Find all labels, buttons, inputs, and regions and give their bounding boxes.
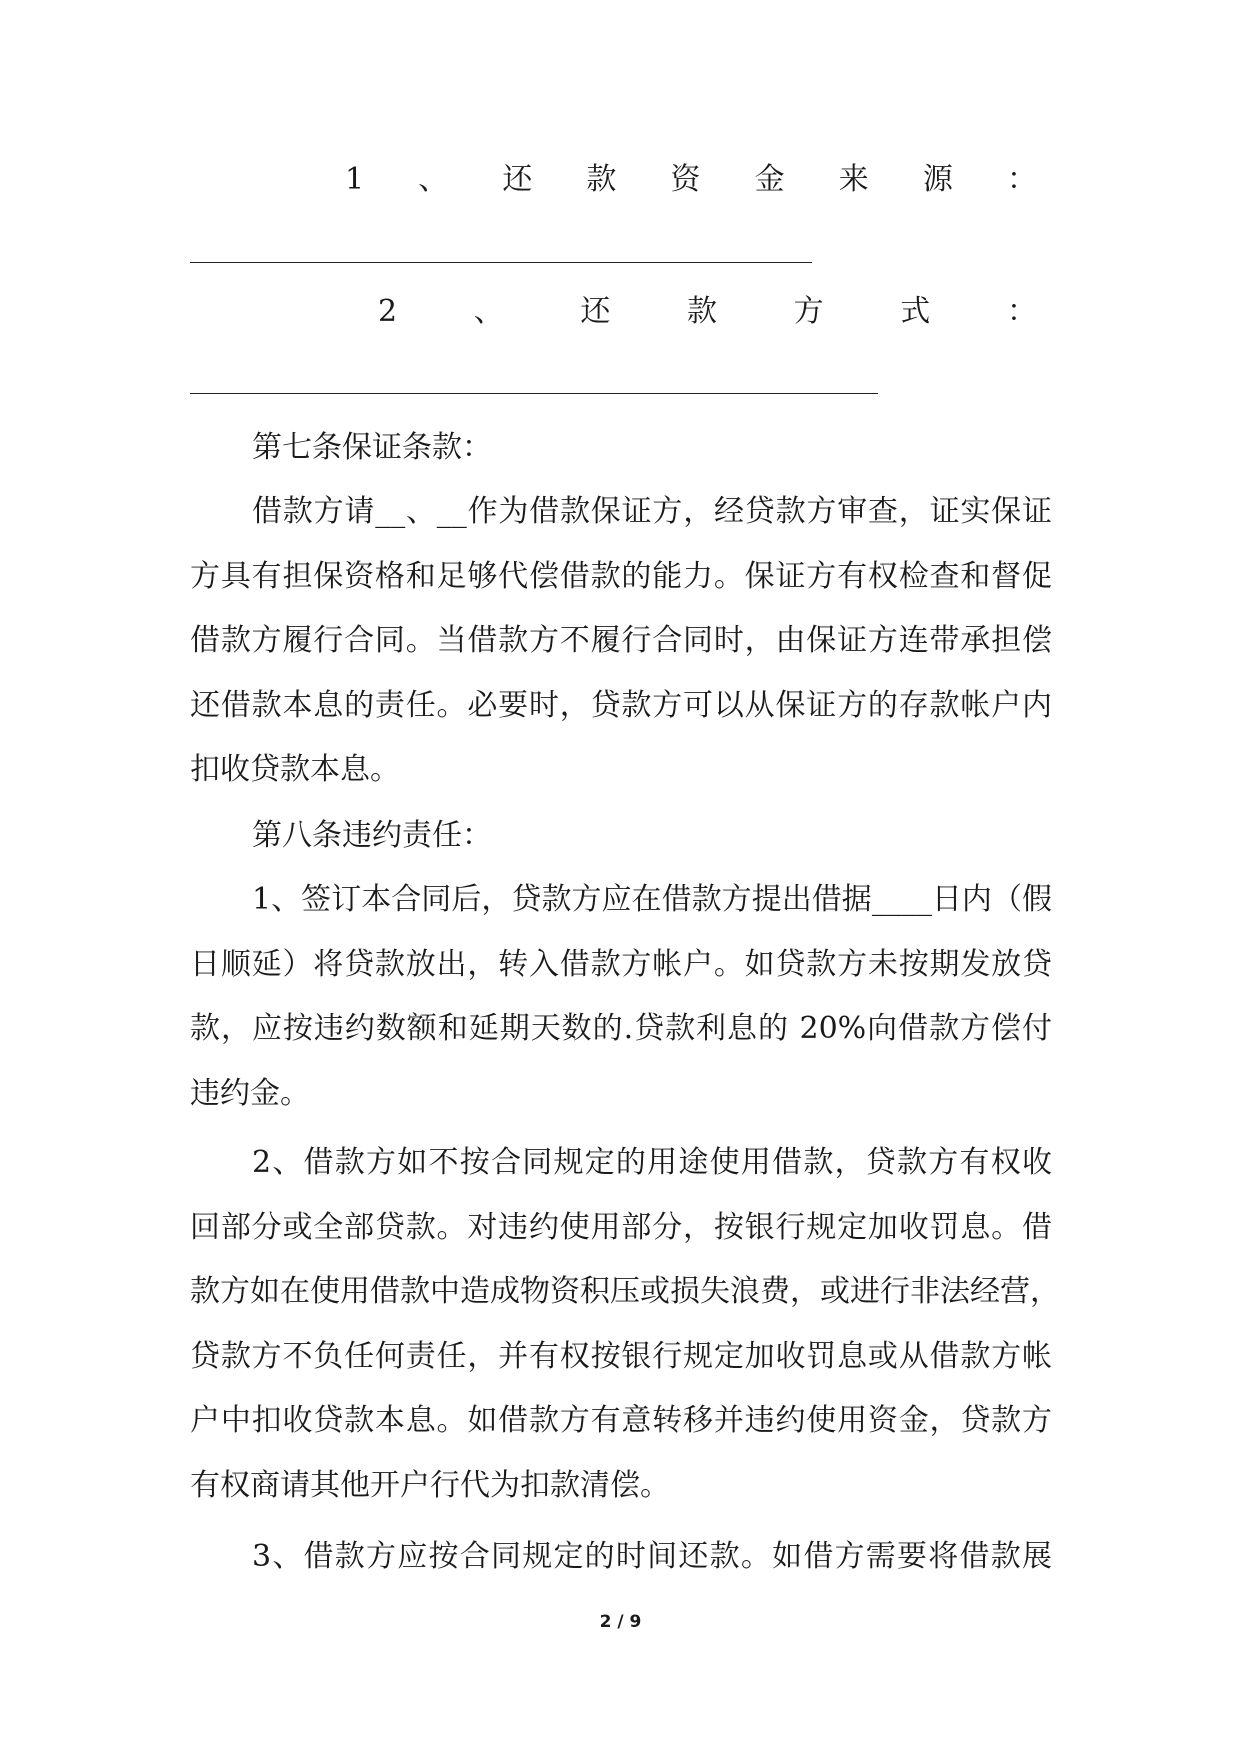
item1-char: ： xyxy=(1006,162,1037,197)
clause1-line: 日顺延）将贷款放出，转入借款方帐户。如贷款方未按期发放贷 xyxy=(190,946,1052,982)
clause2-line: 回部分或全部贷款。对违约使用部分，按银行规定加收罚息。借 xyxy=(190,1209,1052,1245)
item2-char: 2 xyxy=(378,294,398,329)
section8-clause3 xyxy=(190,1525,1052,1590)
item1-char: 1 xyxy=(345,162,365,197)
page-number: 2 / 9 xyxy=(599,1612,642,1632)
item2-char: 还 xyxy=(580,294,611,329)
section7-line: 借款方履行合同。当借款方不履行合同时，由保证方连带承担偿 xyxy=(190,623,1052,658)
section8-heading: 第八条违约责任： xyxy=(252,818,492,853)
section8-clause2 xyxy=(190,1131,1060,1518)
section8-clause1 xyxy=(190,868,1052,1126)
item1-char: 还 xyxy=(502,162,533,197)
repayment-method-blank xyxy=(190,393,878,394)
item2-char: 款 xyxy=(687,294,718,329)
section7-line: 方具有担保资格和足够代偿借款的能力。保证方有权检查和督促 xyxy=(190,558,1052,594)
repayment-method-line xyxy=(378,292,1037,332)
item2-char: 式 xyxy=(900,294,931,329)
item1-char: 、 xyxy=(418,162,449,197)
section7-line: 还借款本息的责任。必要时，贷款方可以从保证方的存款帐户内 xyxy=(190,687,1052,723)
clause2-line: 有权商请其他开户行代为扣款清偿。 xyxy=(190,1467,670,1503)
clause2-line: 贷款方不负任何责任，并有权按银行规定加收罚息或从借款方帐 xyxy=(190,1338,1052,1374)
item1-char: 金 xyxy=(754,162,785,197)
item1-char: 来 xyxy=(838,162,869,197)
item2-char: ： xyxy=(1006,294,1037,329)
clause2-line: 户中扣收贷款本息。如借款方有意转移并违约使用资金，贷款方 xyxy=(190,1403,1052,1438)
item1-char: 款 xyxy=(586,162,617,197)
item2-char: 、 xyxy=(473,294,504,329)
item2-char: 方 xyxy=(793,294,824,329)
section7-heading: 第七条保证条款： xyxy=(252,430,492,465)
clause3-line: 3、借款方应按合同规定的时间还款。如借方需要将借款展 xyxy=(252,1539,1052,1574)
clause2-line: 2、借款方如不按合同规定的用途使用借款，贷款方有权收 xyxy=(252,1145,1052,1180)
clause1-line: 违约金。 xyxy=(190,1075,310,1111)
repayment-source-line xyxy=(345,160,1037,200)
section7-body xyxy=(190,480,1052,803)
clause1-line: 款，应按违约数额和延期天数的.贷款利息的 20%向借款方偿付 xyxy=(190,1011,1052,1046)
section7-line: 扣收贷款本息。 xyxy=(190,752,400,787)
clause2-line: 款方如在使用借款中造成物资积压或损失浪费，或进行非法经营， xyxy=(190,1274,1060,1309)
item1-char: 资 xyxy=(670,162,701,197)
item1-char: 源 xyxy=(922,162,953,197)
section7-line: 借款方请__、__作为借款保证方，经贷款方审查，证实保证 xyxy=(252,494,1052,529)
clause1-line: 1、签订本合同后，贷款方应在借款方提出借据____日内（假 xyxy=(252,882,1052,917)
repayment-source-blank xyxy=(190,262,812,263)
